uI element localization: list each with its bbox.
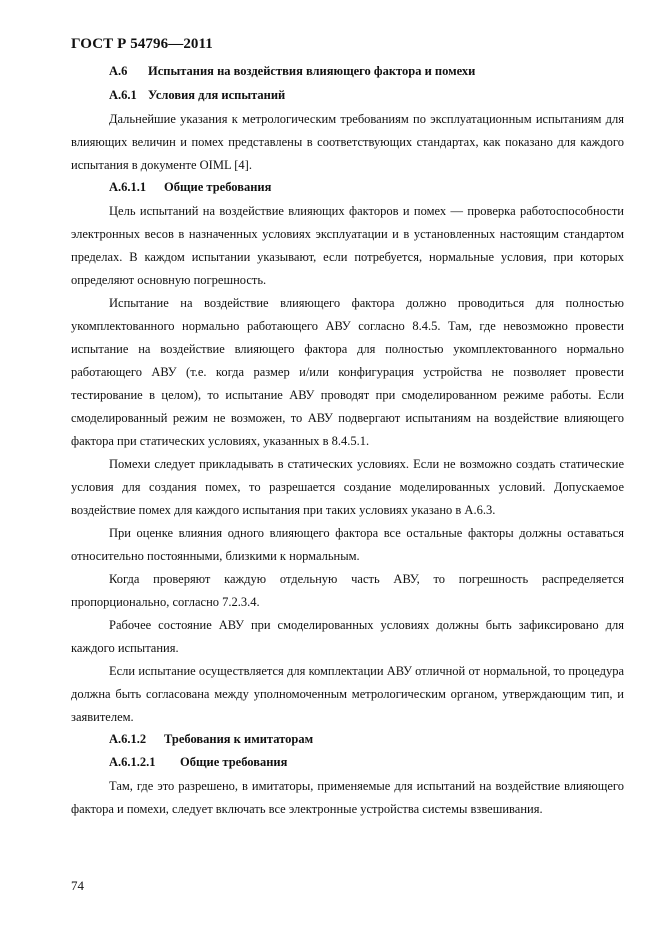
paragraph-8: Если испытание осуществляется для комплектации АВУ отличной от нормальной, то процедура должна быть согласована между уполномоченным метрологическим органом, утверждающим тип, и заявителем. bbox=[71, 664, 624, 724]
paragraph-2: Цель испытаний на воздействие влияющих факторов и помех — проверка работоспособности электронных весов в назначенных условиях эксплуатации и в установленных настоящим стандартом пределах. В каждом испытании указывают, если потребуется, нормальные условия, при которых определяют основную погрешность. bbox=[71, 204, 624, 287]
paragraph-9: Там, где это разрешено, в имитаторы, применяемые для испытаний на воздействие влияющего фактора и помехи, следует включать все электронные устройства системы взвешивания. bbox=[71, 779, 624, 816]
section-heading-a612 bbox=[71, 730, 661, 748]
section-number: А.6.1 bbox=[109, 88, 137, 102]
section-number: А.6.1.2.1 bbox=[109, 755, 156, 769]
paragraph-4: Помехи следует прикладывать в статических условиях. Если не возможно создать статические условия для создания помех, то разрешается создание моделированных условий. Допускаемое воздействие помех для каждого испытания при таких условиях указано в А.6.3. bbox=[71, 457, 624, 517]
section-title: Требования к имитаторам bbox=[164, 732, 314, 746]
section-heading-a611 bbox=[71, 178, 661, 196]
section-heading-a61 bbox=[71, 86, 661, 104]
paragraph-3: Испытание на воздействие влияющего фактора должно проводиться для полностью укомплектованного нормально работающего АВУ согласно 8.4.5. Там, где невозможно провести испытание на воздействие влияющего фактора для полностью укомплектованного нормально работающего АВУ (т.е. когда размер и/или конфигурация устройства не позволяет провести тестирование в целом), то испытание АВУ проводят при смоделированном режиме работы. Если смоделированный режим не возможен, то АВУ подвергают испытаниям на воздействие влияющего фактора при статических условиях, указанных в 8.4.5.1. bbox=[71, 296, 624, 448]
section-number: А.6.1.1 bbox=[109, 180, 147, 194]
section-heading-a6 bbox=[71, 62, 661, 80]
section-title: Общие требования bbox=[164, 180, 272, 194]
section-number: А.6.1.2 bbox=[109, 732, 147, 746]
section-title: Общие требования bbox=[180, 755, 288, 769]
section-title: Испытания на воздействия влияющего фактора и помехи bbox=[148, 64, 476, 78]
section-number: А.6 bbox=[109, 64, 128, 78]
standard-title: ГОСТ Р 54796—2011 bbox=[71, 36, 213, 52]
section-heading-a6121 bbox=[71, 753, 661, 771]
paragraph-5: При оценке влияния одного влияющего фактора все остальные факторы должны оставаться относительно постоянными, близкими к нормальным. bbox=[71, 526, 624, 563]
section-title: Условия для испытаний bbox=[148, 88, 286, 102]
paragraph-7: Рабочее состояние АВУ при смоделированных условиях должны быть зафиксировано для каждого испытания. bbox=[71, 618, 624, 655]
paragraph-1: Дальнейшие указания к метрологическим требованиям по эксплуатационным испытаниям для влияющих величин и помех представлены в соответствующих стандартах, как показано для каждого испытания в документе OIML [4]. bbox=[71, 112, 624, 172]
paragraph-6: Когда проверяют каждую отдельную часть АВУ, то погрешность распределяется пропорционально, согласно 7.2.3.4. bbox=[71, 572, 624, 609]
page-number: 74 bbox=[71, 878, 84, 893]
